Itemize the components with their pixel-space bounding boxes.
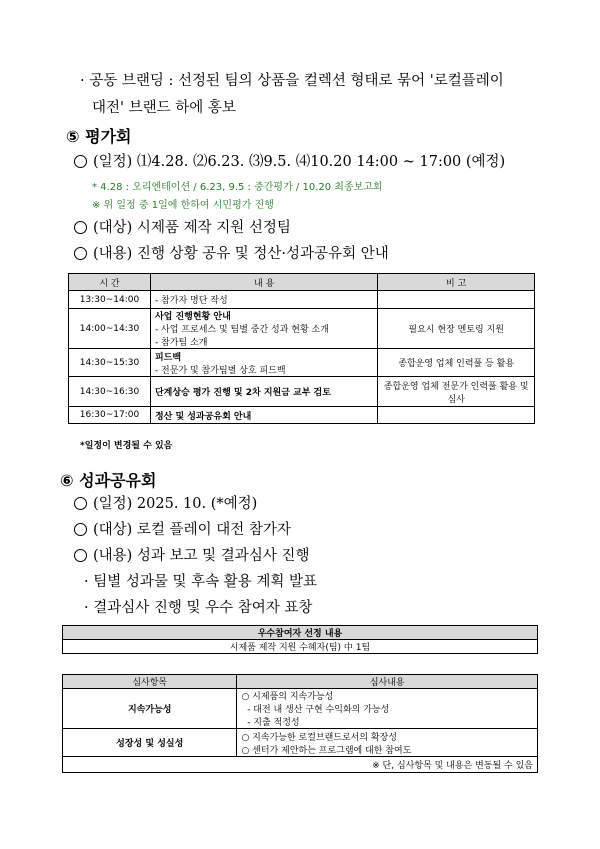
criteria-footnote: ※ 단, 심사항목 및 내용은 변동될 수 있음 <box>63 757 538 773</box>
award-table <box>62 625 538 654</box>
criteria-header-content: 심사내용 <box>237 675 538 689</box>
table-row: 14:30~16:30 단계상승 평가 진행 및 2차 지원금 교부 검토 종합운영 업체 전문가 인력풀 활용 및 심사 <box>69 377 535 407</box>
section-5-schedule: (일정) ⑴4.28. ⑵6.23. ⑶9.5. ⑷10.20 14:00 ~ 17:00 (예정) <box>74 150 505 171</box>
circle-bullet-icon <box>74 497 87 510</box>
criteria-table <box>62 674 538 773</box>
circle-bullet-icon <box>74 549 87 562</box>
intro-line-1: · 공동 브랜딩 : 선정된 팀의 상품을 컬렉션 형태로 묶어 '로컬플레이 <box>80 73 504 89</box>
table-row: 13:30~14:00 - 참가자 명단 작성 <box>69 291 535 309</box>
table-row: 16:30~17:00 정산 및 성과공유회 안내 <box>69 407 535 424</box>
schedule-table <box>68 273 535 424</box>
table-row: 14:30~15:30 피드백 - 전문가 및 참가팀별 상호 피드백 종합운영 업체 인력풀 등 활용 <box>69 349 535 377</box>
award-header: 우수참여자 선정 내용 <box>63 626 538 640</box>
section-5-target: (대상) 시제품 제작 지원 선정팀 <box>74 216 291 237</box>
circle-bullet-icon <box>74 247 87 260</box>
award-value: 시제품 제작 지원 수혜자(팀) 中 1팀 <box>63 640 538 654</box>
circle-bullet-icon <box>74 155 87 168</box>
section-5-note-2: ※ 위 일정 중 1일에 한하여 시민평가 진행 <box>92 200 274 211</box>
table-row: 지속가능성 ○ 시제품의 지속가능성 - 대전 내 생산 구현 수익화의 가능성 - 지출 적정성 <box>63 689 538 729</box>
schedule-header-content: 내 용 <box>150 274 377 291</box>
circle-bullet-icon <box>74 523 87 536</box>
section-6-bullet-1: · 팀별 성과물 및 후속 활용 계획 발표 <box>84 574 317 590</box>
table-row: 성장성 및 성실성 ○ 지속가능한 로컬브랜드로서의 확장성 ○ 센터가 제안하는 프로그램에 대한 참여도 <box>63 729 538 757</box>
section-6-bullet-2: · 결과심사 진행 및 우수 참여자 표창 <box>84 600 313 616</box>
schedule-header-note: 비 고 <box>378 274 535 291</box>
criteria-header-item: 심사항목 <box>63 675 237 689</box>
circle-bullet-icon <box>74 221 87 234</box>
schedule-footnote: *일정이 변경될 수 있음 <box>80 441 173 451</box>
section-6-target: (대상) 로컬 플레이 대전 참가자 <box>74 518 291 539</box>
intro-line-2: 대전' 브랜드 하에 홍보 <box>92 100 236 116</box>
section-6-schedule: (일정) 2025. 10. (*예정) <box>74 492 257 513</box>
schedule-header-time: 시 간 <box>69 274 151 291</box>
section-6-content: (내용) 성과 보고 및 결과심사 진행 <box>74 544 309 565</box>
table-row: 14:00~14:30 사업 진행현황 안내 - 사업 프로세스 및 팀별 중간 성과 현황 소개 - 참가팀 소개 필요시 현장 멘토링 지원 <box>69 309 535 349</box>
section-6-title: ⑥ 성과공유회 <box>60 471 157 490</box>
section-5-title: ⑤ 평가회 <box>66 127 132 146</box>
section-5-content: (내용) 진행 상황 공유 및 정산·성과공유회 안내 <box>74 242 389 263</box>
section-5-note-1: * 4.28 : 오리엔테이션 / 6.23, 9.5 : 중간평가 / 10.20 최종보고회 <box>92 182 383 193</box>
